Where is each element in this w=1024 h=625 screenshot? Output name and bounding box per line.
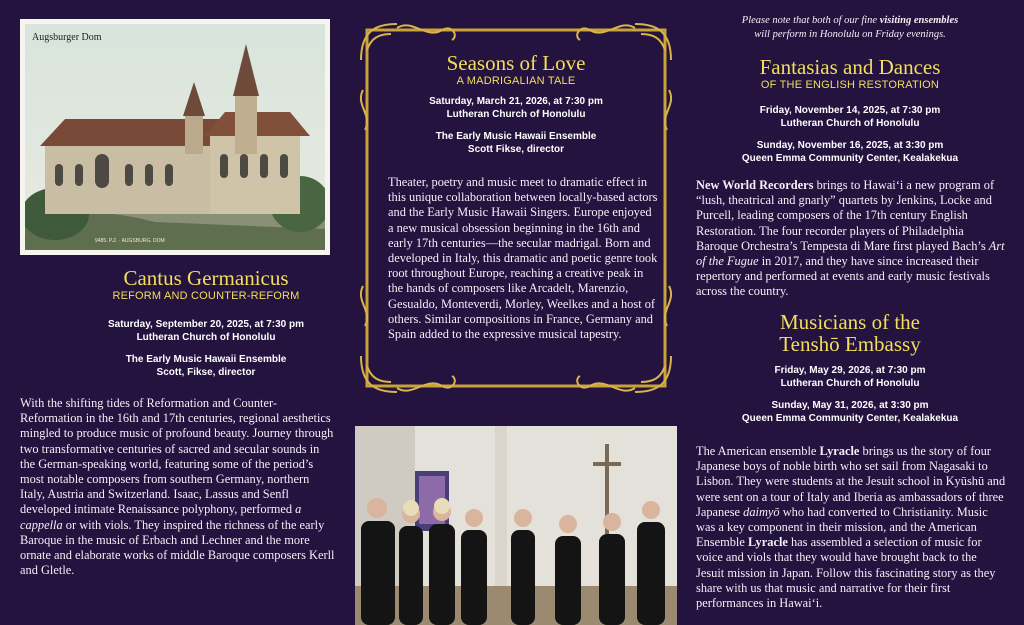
tensho-venue2: Queen Emma Community Center, Kealakekua [741,413,959,424]
cantus-date: Saturday, September 20, 2025, at 7:30 pm [107,319,304,330]
fantasias-subtitle: OF THE ENGLISH RESTORATION [760,79,940,91]
fantasias-venue1: Lutheran Church of Honolulu [780,118,920,129]
cantus-description: With the shifting tides of Reformation and Counter-Reformation in the 16th and 17th centuries, regional aesthetics mingled to produce music of profound beauty. Journey through two transformative centuries of sacred and secular sounds in the German-speaking world, featuring some of the period’s most notable composers from southern Germany, northern Italy, Austria and Switzerland. Isaac, Lassus and Senfl developed intimate Renaissance polyphony, performed a cappella or with viols. They inspired the richness of the early Baroque in the music of Erbach and Lechner and the more ornate and elaborate works of middle Baroque composers Kerll and Gletle. [20,396,335,578]
seasons-subtitle: A MADRIGALIAN TALE [456,75,576,87]
augsburg-cathedral-photo [20,19,330,255]
seasons-title: Seasons of Love [446,51,586,75]
cantus-director: Scott, Fikse, director [156,367,256,378]
cantus-venue: Lutheran Church of Honolulu [136,332,276,343]
tensho-venue1: Lutheran Church of Honolulu [780,378,920,389]
tensho-description: The American ensemble Lyracle brings us the story of four Japanese boys of noble birth who set sail from Nagasaki to Lisbon. They were students at the Jesuit school in Kyūshū and were sent on a tour of Italy and Iberia as ambassadors of three Japanese daimyō who had converted to Christianity. Music was a key component in their mission, and the American Ensemble Lyracle has assembled a selection of music for voice and viols that they would have brought back to the Jesuit mission in Japan. Follow this fascinating story as they share with us that music and narrative for their first performances in Hawai‘i. [696,444,1006,611]
fantasias-venue2: Queen Emma Community Center, Kealakekua [741,153,959,164]
tensho-date1: Friday, May 29, 2026, at 7:30 pm [774,365,926,376]
tensho-title: Musicians of the Tenshō Embassy [779,310,921,357]
seasons-ensemble: The Early Music Hawaii Ensemble [435,131,597,142]
fantasias-date2: Sunday, November 16, 2025, at 3:30 pm [756,140,944,151]
seasons-event-info [357,95,675,156]
cantus-title: Cantus Germanicus [123,266,289,290]
cantus-ensemble: The Early Music Hawaii Ensemble [125,354,287,365]
fantasias-event-info [690,104,1010,165]
photo-stamp: 9485. P.Z. · AUGSBURG. DOM [95,238,165,244]
cantus-event-info [20,318,392,379]
tensho-event-info [690,364,1010,425]
seasons-venue: Lutheran Church of Honolulu [446,109,586,120]
seasons-director: Scott Fikse, director [467,144,565,155]
fantasias-title: Fantasias and Dances [759,55,941,79]
tensho-date2: Sunday, May 31, 2026, at 3:30 pm [771,400,929,411]
fantasias-date1: Friday, November 14, 2025, at 7:30 pm [759,105,941,116]
seasons-date: Saturday, March 21, 2026, at 7:30 pm [429,96,603,107]
ensemble-concert-photo [355,426,677,625]
photo-caption: Augsburger Dom [32,32,102,43]
seasons-description: Theater, poetry and music meet to dramatic effect in this unique collaboration between locally-based actors and the Early Music Hawaii Singers. Europe enjoyed a new musical obsession beginning in the 16th and early 17th centuries—the secular madrigal. Born and developed in Italy, this dramatic and poetic genre took root throughout Europe, reaching a creative peak in the hands of composers like Arcadelt, Marenzio, Gesualdo, Monteverdi, Morley, Weelkes and a host of others. Similar compositions in France, Germany and Spain added to the expressive musical tapestry. [388,175,658,342]
cantus-subtitle: REFORM AND COUNTER-REFORM [112,290,300,302]
visiting-ensembles-note: Please note that both of our fine visiting ensembles will perform in Honolulu on Friday evenings. [741,15,959,40]
fantasias-description: New World Recorders brings to Hawai‘i a new program of “lush, theatrical and gnarly” quartets by Jenkins, Locke and Purcell, leading composers of the 17th century English Restoration. The four recorder players of Philadelphia Baroque Orchestra’s Tempesta di Mare first played Bach’s Art of the Fugue in 2017, and they have since increased their repertory and performed at events and early music festivals across the country. [696,178,1005,299]
